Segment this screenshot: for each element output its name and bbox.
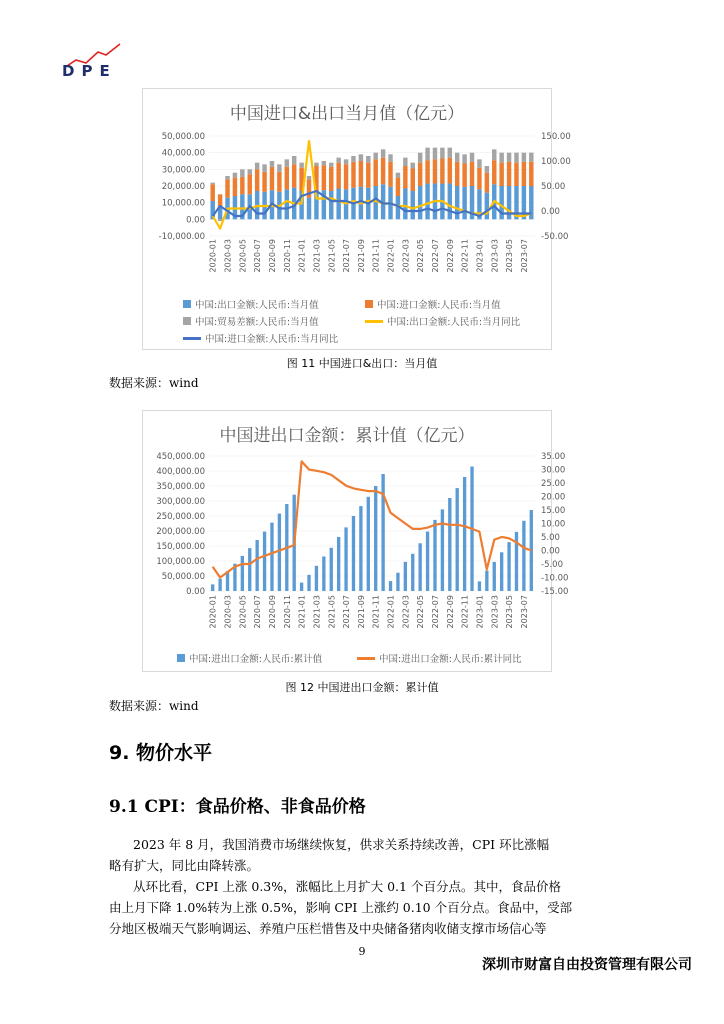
x-tick-label: 2021-07 <box>342 239 352 273</box>
bar <box>315 566 318 591</box>
bar <box>425 148 429 161</box>
x-tick-label: 2023-05 <box>505 595 515 629</box>
right-tick-label: -50.00 <box>541 232 569 242</box>
x-tick-label: 2021-11 <box>371 239 381 273</box>
bar <box>404 562 407 591</box>
right-tick-label: 150.00 <box>541 132 571 142</box>
paragraph <box>109 834 615 876</box>
series-line <box>213 191 532 216</box>
legend-line-import-yoy <box>183 337 201 340</box>
bar <box>529 162 533 186</box>
bar <box>389 581 392 591</box>
x-tick-label: 2023-01 <box>475 595 485 629</box>
right-tick-label: -10.00 <box>541 573 569 584</box>
bar <box>225 176 229 179</box>
x-tick-label: 2023-03 <box>490 595 500 629</box>
bar <box>478 581 481 591</box>
x-tick-label: 2020-05 <box>238 595 248 629</box>
bar <box>433 159 437 183</box>
bar <box>493 562 496 591</box>
bar <box>336 163 340 189</box>
left-tick-label: 200,000.00 <box>156 527 205 537</box>
bar <box>210 184 214 201</box>
bar <box>255 169 259 191</box>
bar <box>492 160 496 184</box>
chart1-caption: 图 11 中国进口&出口：当月值 <box>286 357 438 370</box>
right-tick-label: 30.00 <box>541 465 566 476</box>
bar <box>507 162 511 186</box>
bar <box>403 158 407 166</box>
bar <box>381 158 385 185</box>
bar <box>514 153 518 163</box>
legend-item <box>357 651 522 665</box>
x-tick-label: 2021-07 <box>342 595 352 629</box>
right-tick-label: 5.00 <box>541 533 560 543</box>
x-tick-label: 2023-07 <box>519 239 529 273</box>
left-tick-label: 350,000.00 <box>156 482 205 492</box>
x-tick-label: 2022-07 <box>431 239 440 273</box>
bar <box>396 178 400 196</box>
legend-swatch-import <box>365 300 373 308</box>
bar <box>499 163 503 186</box>
legend-item <box>177 651 322 665</box>
bar <box>255 163 259 170</box>
legend-swatch-cumulative <box>177 654 185 662</box>
x-tick-label: 2023-01 <box>475 239 485 273</box>
bar <box>322 165 326 190</box>
paragraph <box>109 876 615 939</box>
bar <box>485 571 488 591</box>
bar <box>456 488 459 591</box>
legend-label: 中国:进口金额:人民币:当月同比 <box>205 334 339 345</box>
chart-monthly-trade <box>142 88 571 350</box>
bar <box>225 179 229 197</box>
bar <box>351 156 355 162</box>
x-tick-label: 2020-05 <box>238 239 248 273</box>
x-tick-label: 2020-11 <box>282 595 292 629</box>
x-tick-label: 2020-07 <box>253 239 263 273</box>
bar <box>477 159 481 167</box>
x-tick-label: 2021-01 <box>297 239 307 273</box>
bar <box>499 153 503 163</box>
bar <box>485 166 489 173</box>
bar <box>329 167 333 191</box>
legend-label: 中国:出口金额:人民币:当月同比 <box>387 317 521 328</box>
bar <box>307 198 311 220</box>
paragraph-line: 2023 年 8 月，我国消费市场继续恢复，供求关系持续改善，CPI 环比涨幅 <box>133 837 550 852</box>
left-tick-label: 0.00 <box>186 587 205 597</box>
bar <box>344 159 348 164</box>
bar <box>470 153 474 162</box>
bar <box>522 153 526 162</box>
bar <box>463 477 466 591</box>
legend-swatch-export <box>183 300 191 308</box>
right-tick-label: 10.00 <box>541 519 566 530</box>
x-tick-label: 2022-09 <box>445 595 455 629</box>
bar <box>278 514 281 591</box>
bar <box>233 173 237 178</box>
x-tick-label: 2020-11 <box>282 239 292 273</box>
x-tick-label: 2023-05 <box>505 239 515 273</box>
bar <box>359 506 362 591</box>
bar <box>277 164 281 172</box>
bar <box>529 153 533 162</box>
bar <box>300 583 303 591</box>
bar <box>373 153 377 160</box>
x-tick-label: 2022-03 <box>401 595 411 629</box>
bar <box>248 548 251 591</box>
bar <box>218 579 221 591</box>
left-tick-label: 50,000.00 <box>161 132 205 142</box>
bar <box>492 149 496 160</box>
bar <box>329 191 333 219</box>
bar <box>270 523 273 591</box>
paragraph-line: 分地区极端天气影响调运、养殖户压栏惜售及中央储备猪肉收储支撑市场信心等 <box>109 921 547 936</box>
series-line <box>213 141 532 229</box>
subsection-heading: 9.1 CPI：食品价格、非食品价格 <box>109 797 366 817</box>
bar <box>336 189 340 220</box>
legend-label: 中国:贸易差额:人民币:当月值 <box>195 317 319 328</box>
bar <box>448 158 452 184</box>
bar <box>411 554 414 591</box>
x-tick-label: 2020-03 <box>223 239 233 273</box>
bar <box>418 543 421 591</box>
bar <box>351 162 355 188</box>
bar <box>448 148 452 158</box>
right-tick-label: 100.00 <box>541 157 571 167</box>
left-tick-label: 400,000.00 <box>156 467 205 477</box>
bar <box>411 163 415 169</box>
right-tick-label: 25.00 <box>541 479 566 489</box>
paragraph-line: 从环比看，CPI 上涨 0.3%，涨幅比上月扩大 0.1 个百分点。其中，食品价格 <box>133 879 561 894</box>
chart2-title: 中国进出口金额：累计值（亿元） <box>219 426 475 446</box>
bar <box>262 164 266 172</box>
bar <box>381 149 385 157</box>
bar <box>440 148 444 159</box>
bar <box>329 163 333 167</box>
paragraph-line: 由上月下降 1.0%转为上涨 0.5%，影响 CPI 上涨约 0.10 个百分点。食品中，受部 <box>109 900 573 915</box>
bar <box>403 166 407 189</box>
bar <box>210 183 214 185</box>
bar <box>285 167 289 190</box>
legend-item <box>183 314 319 328</box>
x-tick-label: 2021-05 <box>327 595 337 629</box>
bar <box>211 584 214 591</box>
right-tick-label: 20.00 <box>541 492 566 503</box>
bar <box>441 509 444 591</box>
chart1-title: 中国进口&出口当月值（亿元） <box>229 104 465 124</box>
bar <box>330 548 333 591</box>
right-tick-label: 0.00 <box>541 207 560 217</box>
logo-text: DPE <box>62 62 117 80</box>
bar <box>403 189 407 220</box>
bar <box>299 163 303 168</box>
left-tick-label: 40,000.00 <box>161 148 205 159</box>
bar <box>248 174 252 194</box>
bar <box>344 527 347 591</box>
bar <box>426 532 429 591</box>
legend-item <box>365 297 501 311</box>
x-tick-label: 2022-05 <box>416 595 426 629</box>
bar <box>233 178 237 196</box>
bar <box>388 154 392 162</box>
x-tick-label: 2020-01 <box>208 595 218 629</box>
x-tick-label: 2022-03 <box>401 239 411 273</box>
bar <box>425 160 429 183</box>
bar <box>440 159 444 184</box>
x-tick-label: 2022-11 <box>460 595 470 629</box>
section-heading: 9. 物价水平 <box>109 742 213 764</box>
bar <box>507 153 511 162</box>
legend-item <box>183 331 338 345</box>
bar <box>270 161 274 167</box>
x-tick-label: 2022-05 <box>416 239 426 273</box>
bar <box>418 153 422 163</box>
bar <box>307 176 311 179</box>
right-tick-label: 35.00 <box>541 452 566 462</box>
bar <box>367 497 370 591</box>
bar <box>263 532 266 591</box>
bar <box>344 164 348 189</box>
left-tick-label: 250,000.00 <box>156 512 205 522</box>
bar <box>470 162 474 186</box>
left-tick-label: 50,000.00 <box>161 572 205 582</box>
x-tick-label: 2020-03 <box>223 595 233 629</box>
legend-line-cumulative-yoy <box>357 657 375 660</box>
bar <box>462 154 466 163</box>
left-tick-label: 450,000.00 <box>156 452 205 462</box>
bar <box>522 521 525 591</box>
bar <box>285 189 289 219</box>
left-tick-label: 30,000.00 <box>161 165 205 176</box>
right-tick-label: 15.00 <box>541 506 566 516</box>
chart2-caption: 图 12 中国进出口金额：累计值 <box>285 681 439 694</box>
paragraph-line: 略有扩大，同比由降转涨。 <box>109 858 260 873</box>
legend-label: 中国:进口金额:人民币:当月值 <box>377 300 501 311</box>
bar <box>514 163 518 186</box>
x-tick-label: 2022-11 <box>460 239 470 273</box>
x-tick-label: 2022-01 <box>386 595 396 629</box>
company-name: 深圳市财富自由投资管理有限公司 <box>482 957 692 973</box>
bar <box>359 161 363 187</box>
bar <box>485 193 489 220</box>
bar <box>255 540 258 591</box>
bar <box>455 153 459 162</box>
right-tick-label: -5.00 <box>541 560 563 570</box>
bar <box>373 159 377 186</box>
bar <box>448 184 452 220</box>
bar <box>292 164 296 187</box>
bar <box>314 163 318 166</box>
bar <box>396 173 400 178</box>
chart2-plot <box>143 411 569 673</box>
bar <box>218 219 222 221</box>
chart2-source: 数据来源：wind <box>109 699 199 713</box>
bar <box>337 537 340 591</box>
x-tick-label: 2023-07 <box>519 595 529 629</box>
bar <box>218 194 222 206</box>
bar <box>240 177 244 195</box>
x-tick-label: 2021-09 <box>356 595 366 629</box>
bar <box>366 163 370 188</box>
bar <box>374 486 377 591</box>
legend-label: 中国:出口金额:人民币:当月值 <box>195 300 319 311</box>
bar <box>522 162 526 186</box>
bar <box>277 172 281 192</box>
bar <box>418 186 422 219</box>
bar <box>285 159 289 167</box>
bar <box>418 163 422 186</box>
bar <box>322 161 326 165</box>
legend-label: 中国:进出口金额:人民币:累计值 <box>189 654 323 665</box>
bar <box>396 573 399 591</box>
x-tick-label: 2022-07 <box>431 595 440 629</box>
legend-swatch-balance <box>183 317 191 325</box>
legend-label: 中国:进出口金额:人民币:累计同比 <box>379 654 522 665</box>
bar <box>477 168 481 190</box>
series-line <box>213 461 532 577</box>
left-tick-label: 10,000.00 <box>161 198 205 209</box>
bar <box>448 498 451 591</box>
bar <box>433 520 436 591</box>
x-tick-label: 2023-03 <box>490 239 500 273</box>
bar <box>500 552 503 591</box>
bar <box>411 169 415 192</box>
bar <box>292 156 296 164</box>
left-tick-label: 20,000.00 <box>161 182 205 192</box>
x-tick-label: 2020-01 <box>208 239 218 273</box>
legend-line-export-yoy <box>365 320 383 323</box>
bar <box>322 557 325 592</box>
bar <box>388 162 392 187</box>
chart-cumulative-trade <box>142 410 569 672</box>
bar <box>462 164 466 187</box>
left-tick-label: 150,000.00 <box>156 542 205 552</box>
left-tick-label: 100,000.00 <box>156 557 205 567</box>
x-tick-label: 2021-03 <box>312 595 322 629</box>
x-tick-label: 2021-01 <box>297 595 307 629</box>
left-tick-label: 300,000.00 <box>156 497 205 507</box>
x-tick-label: 2020-09 <box>268 595 277 629</box>
bar <box>262 172 266 192</box>
bar <box>433 148 437 160</box>
bar <box>241 556 244 591</box>
bar <box>425 184 429 220</box>
bar <box>507 542 510 591</box>
bar <box>240 169 244 177</box>
x-tick-label: 2022-09 <box>445 239 455 273</box>
bar <box>455 162 459 186</box>
bar <box>336 158 340 163</box>
right-tick-label: 50.00 <box>541 182 566 192</box>
x-tick-label: 2020-07 <box>253 595 263 629</box>
left-tick-label: 0.00 <box>186 215 205 226</box>
right-tick-label: -15.00 <box>541 587 569 597</box>
x-tick-label: 2021-11 <box>371 595 381 629</box>
bar <box>462 187 466 220</box>
bar <box>307 575 310 591</box>
bar <box>270 167 274 190</box>
chart1-plot <box>143 89 571 351</box>
bar <box>381 474 384 591</box>
right-tick-label: 0.00 <box>541 546 560 557</box>
bar <box>359 154 363 161</box>
chart1-source: 数据来源：wind <box>109 376 199 390</box>
left-tick-label: -10,000.00 <box>158 232 205 242</box>
bar <box>248 169 252 174</box>
bar <box>411 191 415 219</box>
bar <box>366 156 370 163</box>
x-tick-label: 2022-01 <box>386 239 396 273</box>
x-tick-label: 2021-09 <box>356 239 366 273</box>
bar <box>485 173 489 193</box>
legend-item <box>365 314 520 328</box>
bar <box>352 516 355 591</box>
x-tick-label: 2020-09 <box>268 239 277 273</box>
x-tick-label: 2021-03 <box>312 239 322 273</box>
page-number: 9 <box>358 945 366 958</box>
legend-item <box>183 297 319 311</box>
x-tick-label: 2021-05 <box>327 239 337 273</box>
